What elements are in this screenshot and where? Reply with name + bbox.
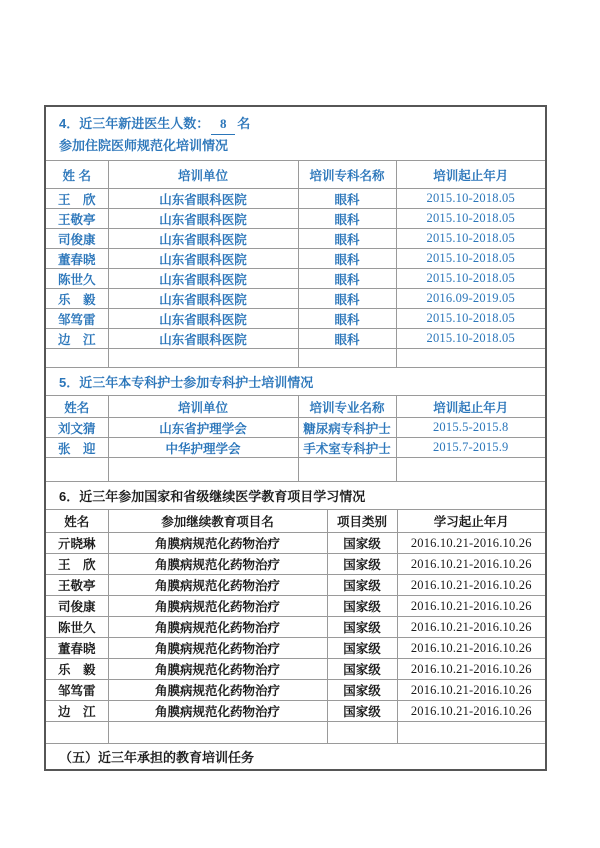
table-cell: 国家级 [327, 680, 397, 701]
col-header-project-name: 参加继续教育项目名 [108, 510, 327, 533]
table-cell: 角膜病规范化药物治疗 [108, 617, 327, 638]
table-cell: 王 欣 [46, 189, 108, 209]
table-cell: 角膜病规范化药物治疗 [108, 596, 327, 617]
table-cell: 眼科 [298, 309, 396, 329]
table-cell: 司俊康 [46, 229, 108, 249]
section-heading-education-tasks: （五）近三年承担的教育培训任务 [46, 743, 545, 769]
table-row [46, 659, 545, 680]
table-cell: 山东省眼科医院 [108, 269, 298, 289]
table-cell: 2016.10.21-2016.10.26 [397, 575, 545, 596]
continuing-education-table [46, 509, 545, 743]
table-row [46, 554, 545, 575]
table-cell: 乐 毅 [46, 659, 108, 680]
table-cell: 2016.10.21-2016.10.26 [397, 659, 545, 680]
table-cell: 糖尿病专科护士 [298, 418, 396, 438]
section6-title: 6．近三年参加国家和省级继续医学教育项目学习情况 [46, 481, 545, 509]
table-row [46, 229, 545, 249]
table-row [46, 533, 545, 554]
table-cell: 2016.09-2019.05 [396, 289, 545, 309]
table-cell: 乐 毅 [46, 289, 108, 309]
table-cell: 眼科 [298, 329, 396, 349]
table-cell: 邹笃雷 [46, 309, 108, 329]
table-body [46, 418, 545, 458]
table-cell: 角膜病规范化药物治疗 [108, 680, 327, 701]
table-cell: 角膜病规范化药物治疗 [108, 575, 327, 596]
table-header-row [46, 510, 545, 533]
table-cell: 角膜病规范化药物治疗 [108, 701, 327, 722]
table-cell: 2016.10.21-2016.10.26 [397, 617, 545, 638]
new-doctor-count-field: 8 [211, 113, 235, 135]
col-header-name: 姓名 [64, 515, 90, 529]
table-cell: 山东省眼科医院 [108, 249, 298, 269]
table-cell: 王 欣 [46, 554, 108, 575]
col-header-project-level: 项目类别 [327, 510, 397, 533]
col-header-specialty: 培训专科名称 [298, 161, 396, 189]
table-cell: 角膜病规范化药物治疗 [108, 659, 327, 680]
section4-subtitle: 参加住院医师规范化培训情况 [59, 138, 229, 153]
table-cell: 眼科 [298, 229, 396, 249]
table-row [46, 575, 545, 596]
table-cell: 山东省眼科医院 [108, 189, 298, 209]
col-header-major: 培训专业名称 [298, 396, 396, 418]
table-cell: 2015.10-2018.05 [396, 189, 545, 209]
table-cell: 国家级 [327, 701, 397, 722]
table-cell: 张 迎 [46, 438, 108, 458]
table-cell: 董春晓 [46, 249, 108, 269]
table-cell: 2015.7-2015.9 [396, 438, 545, 458]
table-row [46, 209, 545, 229]
table-footer-body [46, 349, 545, 368]
section4-title-line1 [59, 113, 545, 135]
table-cell: 王敬亭 [46, 209, 108, 229]
table-cell: 2016.10.21-2016.10.26 [397, 596, 545, 617]
table-body [46, 533, 545, 722]
table-cell: 刘文猜 [46, 418, 108, 438]
col-header-name: 姓名 [64, 400, 90, 415]
table-cell: 王敬亭 [46, 575, 108, 596]
table-row [46, 638, 545, 659]
col-header-training-unit: 培训单位 [108, 396, 298, 418]
col-header-date-range: 培训起止年月 [396, 396, 545, 418]
table-cell: 2015.5-2015.8 [396, 418, 545, 438]
table-cell: 2015.10-2018.05 [396, 209, 545, 229]
col-header-study-dates: 学习起止年月 [397, 510, 545, 533]
table-cell: 山东省眼科医院 [108, 329, 298, 349]
section4-title-suffix: 名 [237, 116, 251, 131]
table-footer-body [46, 458, 545, 482]
table-cell: 山东省眼科医院 [108, 229, 298, 249]
table-cell: 角膜病规范化药物治疗 [108, 554, 327, 575]
table-cell: 国家级 [327, 638, 397, 659]
table-cell: 2015.10-2018.05 [396, 229, 545, 249]
col-header-training-unit: 培训单位 [108, 161, 298, 189]
table-cell: 手术室专科护士 [298, 438, 396, 458]
table-cell: 眼科 [298, 189, 396, 209]
table-row [46, 249, 545, 269]
table-cell: 2016.10.21-2016.10.26 [397, 554, 545, 575]
table-cell: 国家级 [327, 554, 397, 575]
table-row [46, 418, 545, 438]
table-cell: 陈世久 [46, 269, 108, 289]
table-header-row [46, 161, 545, 189]
table-cell: 陈世久 [46, 617, 108, 638]
col-header-name: 姓 名 [62, 168, 91, 183]
empty-row [46, 349, 545, 368]
table-cell: 2015.10-2018.05 [396, 249, 545, 269]
table-row [46, 701, 545, 722]
table-cell: 边 江 [46, 701, 108, 722]
table-row [46, 309, 545, 329]
table-row [46, 289, 545, 309]
table-row [46, 680, 545, 701]
table-cell: 边 江 [46, 329, 108, 349]
section4-title [46, 107, 545, 160]
table-cell: 眼科 [298, 289, 396, 309]
table-cell: 2016.10.21-2016.10.26 [397, 533, 545, 554]
table-cell: 角膜病规范化药物治疗 [108, 638, 327, 659]
table-row [46, 329, 545, 349]
table-header-row [46, 396, 545, 418]
section5-title: 5．近三年本专科护士参加专科护士培训情况 [46, 367, 545, 395]
table-cell: 眼科 [298, 249, 396, 269]
col-header-date-range: 培训起止年月 [396, 161, 545, 189]
table-cell: 眼科 [298, 269, 396, 289]
nurse-training-table [46, 395, 545, 481]
table-cell: 亓晓琳 [46, 533, 108, 554]
table-cell: 眼科 [298, 209, 396, 229]
table-row [46, 438, 545, 458]
table-body [46, 189, 545, 349]
table-cell: 2015.10-2018.05 [396, 329, 545, 349]
table-cell: 国家级 [327, 533, 397, 554]
table-footer-body [46, 722, 545, 744]
table-cell: 邹笃雷 [46, 680, 108, 701]
table-cell: 中华护理学会 [108, 438, 298, 458]
table-cell: 2016.10.21-2016.10.26 [397, 638, 545, 659]
table-row [46, 617, 545, 638]
table-cell: 国家级 [327, 596, 397, 617]
table-row [46, 596, 545, 617]
table-cell: 国家级 [327, 617, 397, 638]
section4-title-prefix: 4．近三年新进医生人数： [59, 116, 210, 131]
table-cell: 山东省眼科医院 [108, 309, 298, 329]
table-cell: 国家级 [327, 659, 397, 680]
table-cell: 山东省眼科医院 [108, 209, 298, 229]
table-cell: 山东省眼科医院 [108, 289, 298, 309]
table-cell: 董春晓 [46, 638, 108, 659]
table-cell: 2015.10-2018.05 [396, 309, 545, 329]
table-cell: 2016.10.21-2016.10.26 [397, 701, 545, 722]
resident-training-table [46, 160, 545, 367]
table-cell: 司俊康 [46, 596, 108, 617]
training-form-table [44, 105, 547, 771]
table-cell: 2015.10-2018.05 [396, 269, 545, 289]
table-cell: 国家级 [327, 575, 397, 596]
empty-row [46, 458, 545, 482]
empty-row [46, 722, 545, 744]
table-row [46, 189, 545, 209]
table-cell: 角膜病规范化药物治疗 [108, 533, 327, 554]
table-row [46, 269, 545, 289]
table-cell: 山东省护理学会 [108, 418, 298, 438]
table-cell: 2016.10.21-2016.10.26 [397, 680, 545, 701]
